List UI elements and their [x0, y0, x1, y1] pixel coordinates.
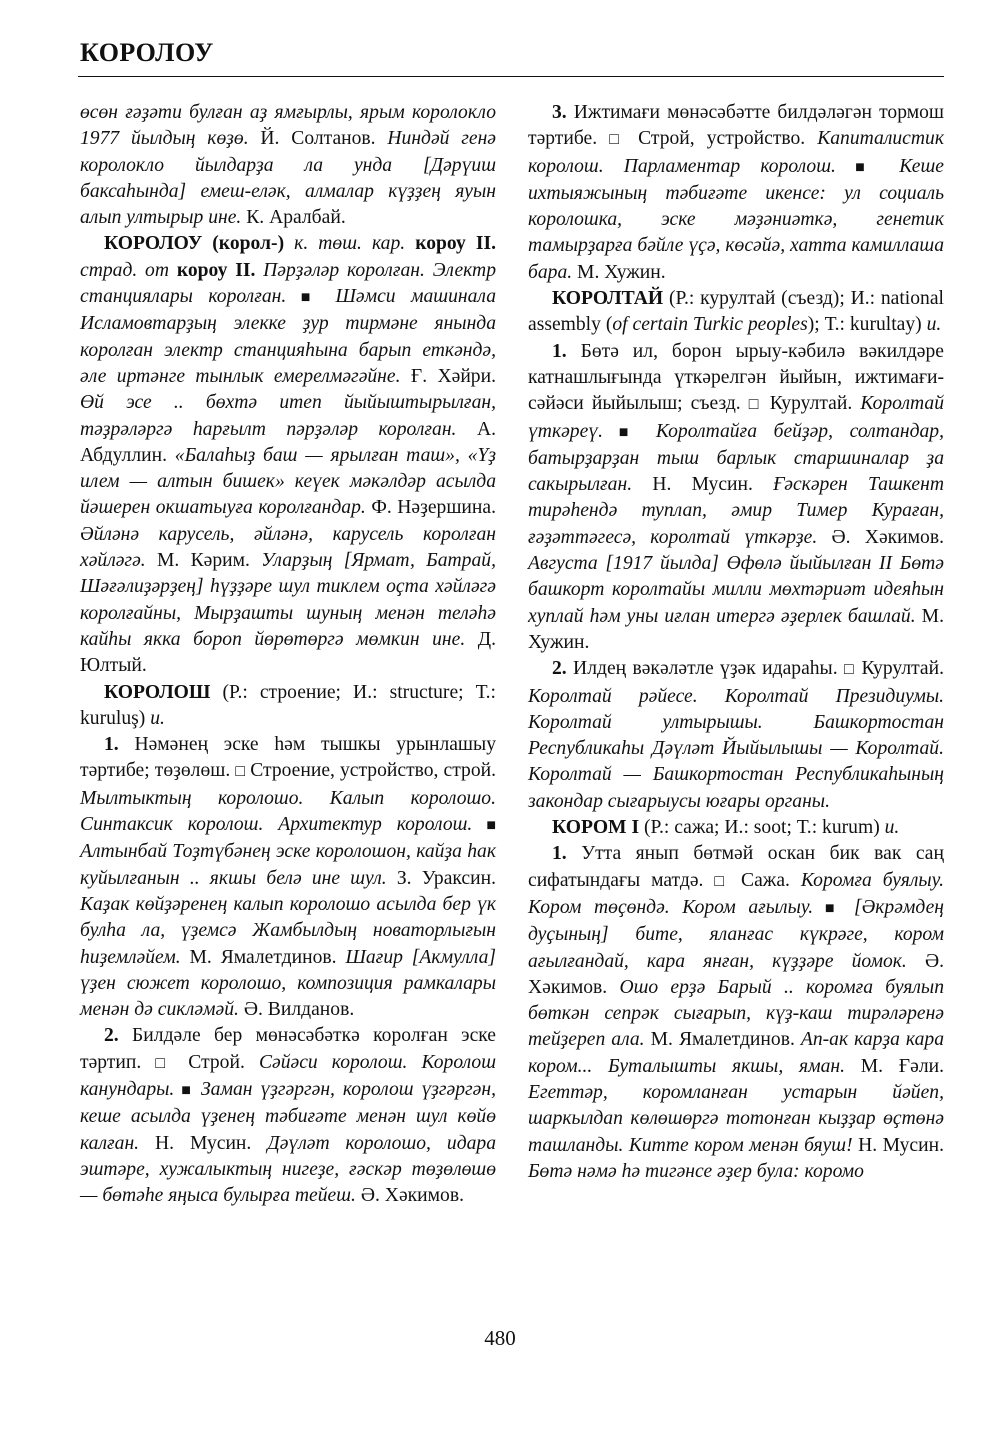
entry-paragraph	[80, 1023, 496, 1209]
example-text: и.	[150, 707, 165, 729]
example-text: Королтайға бейҙәр, солтандар, батырҙарҙан тыш барлык старшиналар ҙа сакырылған.	[528, 420, 945, 496]
example-text: Бөтә нәмә һә тигәнсе әҙер була: коромо	[528, 1160, 864, 1182]
marker-symbol: □	[748, 396, 762, 414]
definition-text: М. Ғәли.	[844, 1055, 944, 1077]
example-text: Заман үҙгәргән, королош үҙгәргән, кеше асылда үҙенең тәбиғәте менән шул көйө калған.	[80, 1078, 496, 1154]
entry-paragraph	[528, 656, 944, 815]
example-text: of certain Turkic peoples	[612, 314, 808, 336]
header-rule	[78, 76, 944, 77]
definition-text: Бөтә ил, борон ырыу-кәбилә вәкилдәре катнашлығында үткәрелгән йыйын, ижтимағи-сәйәси йыйылыш; съезд.	[528, 340, 944, 415]
definition-text: Строй, устройство.	[626, 128, 818, 150]
definition-text: Й. Солтанов.	[248, 128, 388, 150]
entry-paragraph	[528, 815, 944, 841]
definition-text: Н. Мусин.	[139, 1132, 268, 1154]
headword: 2.	[552, 658, 567, 680]
marker-symbol: □	[843, 661, 856, 679]
definition-text: Д. Юлтый.	[80, 628, 496, 677]
definition-text: (Р.: строение; И.: structure; Т.: kuruluş)	[80, 681, 496, 729]
definition-text: Сажа.	[730, 869, 801, 891]
example-text: өсөн ғәҙәти булған аҙ ямғырлы, ярым королокло 1977 йылдың көҙө.	[80, 102, 496, 150]
definition-text: Билдәле бер мөнәсәбәткә королған эске тәртип.	[80, 1025, 496, 1073]
headword: КОРОЛОУ (корол-)	[104, 233, 285, 255]
example-text: Сәйәси королош. Королош канундары.	[80, 1051, 497, 1100]
marker-symbol: ■	[472, 817, 496, 835]
example-text: Уларҙың [Ярмат, Батрай, Шәғәлиҙәрҙең] һүҙҙәре шул тиклем оҫта хәйләгә королғайны, Мырҙашты шуның менән теләһә кайһы якка бороп йөрөтөргә мөмкин ине.	[80, 550, 496, 650]
example-text: и.	[884, 817, 900, 839]
headword: 3.	[552, 102, 567, 123]
entry-paragraph	[528, 841, 944, 1185]
example-text: Дәүләт королошо, идара эштәре, хужалыктың нигеҙе, ғәскәр төҙөлөшө — бөтәһе яңыса булырға тейеш.	[80, 1132, 496, 1207]
definition-text: Ә. Вилданов.	[238, 999, 355, 1021]
example-text: Ниндәй генә королокло йылдарҙа ла унда [Дәрүиш баксаһында] емеш-еләк, алмалар күҙҙең яуын алып ултырыр ине.	[80, 128, 497, 229]
example-text: Ап-ак карҙа кара кором... Буталышты якшы, яман.	[528, 1029, 944, 1077]
entry-paragraph	[528, 100, 944, 286]
marker-symbol: ■	[813, 899, 855, 917]
running-head: КОРОЛОУ	[80, 38, 214, 67]
example-text: Капиталистик королош. Парламентар королош.	[528, 128, 944, 177]
page-number: 480	[484, 1326, 516, 1350]
definition-text: Ә. Хәкимов.	[817, 526, 944, 548]
headword: КОРОЛОШ	[104, 681, 211, 703]
headword: КОРОЛТАЙ	[552, 288, 664, 310]
example-text: Ғәскәрен Ташкент тирәһендә туплап, әмир Тимер Кураған, ғәҙәттәгесә, королтай үткәрҙе.	[528, 474, 944, 548]
headword: 1.	[552, 340, 567, 362]
example-text: Егеттәр, коромланған устарын йәйеп, шаркылдап көлөшөргә тотонған кыҙҙар өҫтөнә ташланды. Китте кором менән бяуш!	[528, 1081, 944, 1156]
marker-symbol: ■	[603, 423, 656, 441]
definition-text: М. Хужин.	[528, 605, 944, 653]
left-column	[80, 100, 496, 1209]
entry-paragraph	[80, 680, 496, 733]
headword: короу II.	[176, 259, 256, 281]
definition-text: Ә. Хәкимов.	[355, 1185, 464, 1207]
definition-text: А. Абдуллин.	[80, 418, 496, 466]
definition-text: К. Аралбай.	[241, 207, 346, 229]
definition-text: ); Т.: kurultay)	[807, 314, 927, 336]
example-text: и.	[926, 314, 942, 336]
example-text: Коромға буялыу. Кором төҫөндә. Кором ағылыу.	[528, 869, 944, 918]
headword: 1.	[552, 843, 567, 865]
definition-text: Ғ. Хәйри.	[400, 365, 496, 387]
marker-symbol: □	[235, 763, 246, 781]
definition-text: Курултай.	[855, 658, 944, 680]
marker-symbol: ■	[286, 289, 336, 307]
marker-symbol: ■	[174, 1081, 201, 1099]
example-text: Шағир [Акмулла] үҙен сюжет королошо, композиция рамкалары менән дә сикләмәй.	[80, 946, 496, 1021]
definition-text: Ижтимағи мөнәсәбәтте билдәләгән тормош тәртибе.	[528, 102, 944, 150]
headword: короу II.	[415, 233, 496, 255]
definition-text: Утта янып бөтмәй оскан бик вак саң сифатындағы матдә.	[528, 843, 944, 891]
marker-symbol: □	[714, 872, 731, 890]
headword: КОРОМ I	[552, 817, 640, 839]
example-text: [Әкрәмдең дуҫының] бите, яланғас күкрәге, кором ағылғандай, кара янған, күҙҙәре йомок.	[528, 896, 944, 972]
example-text: Өй эсе .. бөхтә итеп йыйыштырылған, тәҙрәләргә һарғылт пәрҙәләр королған.	[80, 392, 496, 440]
definition-text: Ф. Нәҙершина.	[365, 497, 496, 519]
entry-paragraph	[80, 100, 496, 231]
entry-paragraph	[80, 231, 496, 679]
definition-text: М. Кәрим.	[145, 550, 262, 572]
example-text: Мылтыктың королошо. Калып королошо. Синтаксик королош. Архитектур королош.	[80, 787, 496, 836]
marker-symbol: □	[155, 1054, 175, 1072]
definition-text: М. Хужин.	[572, 261, 666, 283]
entry-paragraph	[528, 286, 944, 339]
definition-text: З. Ураксин.	[386, 867, 496, 889]
entry-paragraph	[80, 732, 496, 1023]
definition-text: Ә. Хәкимов.	[528, 950, 944, 998]
entry-paragraph	[528, 339, 944, 657]
definition-text: Курултай.	[761, 393, 861, 415]
example-text: Каҙак көйҙәренең калып королошо асылда бер үк булһа ла, үҙемсә Жамбылдың новаторлығын һиҙемләйем.	[80, 893, 496, 968]
example-text: страд. от	[80, 259, 177, 281]
definition-text: Илдең вәкәләтле үҙәк идараһы.	[566, 658, 844, 680]
marker-symbol: ■	[835, 158, 900, 176]
example-text: Ошо ерҙә Барый .. коромға буялып бөткән сепрәк сығарып, күҙ-каш тирәләренә тейҙереп ала.	[528, 976, 944, 1051]
definition-text: М. Ямалетдинов.	[180, 946, 346, 968]
example-text: Королтай үткәреү.	[528, 393, 945, 442]
right-column	[528, 100, 944, 1185]
definition-text: М. Ямалетдинов.	[644, 1029, 801, 1051]
headword: 1.	[104, 734, 119, 756]
example-text: Әйләнә карусель, әйләнә, карусель королған хәйләгә.	[80, 523, 496, 572]
definition-text: Н. Мусин.	[632, 474, 774, 496]
definition-text: (Р.: сажа; И.: soot; Т.: kurum)	[639, 817, 885, 839]
marker-symbol: □	[609, 131, 627, 149]
definition-text: Строение, устройство, строй.	[245, 760, 497, 782]
headword: 2.	[104, 1025, 119, 1047]
example-text: Кеше ихтыяжының тәбиғәте икенсе: ул социаль королошка, эске мәҙәниәткә, генетик тамырҙарға бәйле үҫә, көсәйә, хатта камиллаша бара.	[528, 155, 944, 283]
example-text: «Балаһыҙ баш — ярылған таш», «Үҙ илем — алтын бишек» кеүек мәкәлдәр асылда йәшерен окшатыуға королғандар.	[80, 444, 496, 519]
example-text: Шәмси машинала Исламовтарҙың элекке ҙур тирмәне янында королған электр станцияһына барып еткәндә, әле иртәнге тынлык емерелмәгәйне.	[80, 286, 496, 387]
definition-text: Нәмәнең эске һәм тышкы урынлашыу тәртибе; төҙөлөш.	[80, 734, 496, 782]
example-text: Алтынбай Тоҙтүбәнең эске королошон, кайҙа һак куйылғанын .. якшы белә ине шул.	[80, 841, 496, 889]
definition-text: Н. Мусин.	[852, 1134, 944, 1156]
example-text: Августа [1917 йылда] Өфөлә йыйылған II Бөтә башкорт королтайы милли мөхтәриәт идеяһын хуплай һәм уны иғлан итергә әҙерлек башлай.	[528, 553, 944, 627]
definition-text: Строй.	[174, 1051, 259, 1073]
example-text: к. төш. кар.	[284, 233, 416, 255]
definition-text: (Р.: курултай (съезд); И.: national assembly (	[528, 288, 944, 336]
example-text: Пәрҙәләр королған. Электр станциялары королған.	[80, 259, 496, 308]
example-text: Королтай рәйесе. Королтай Президиумы. Королтай ултырышы. Башкортостан Республикаһы Дәүләт Йыйылышы — Королтай. Королтай — Башкортостан Республикаһының закондар сығарыусы юғары органы.	[528, 685, 944, 812]
